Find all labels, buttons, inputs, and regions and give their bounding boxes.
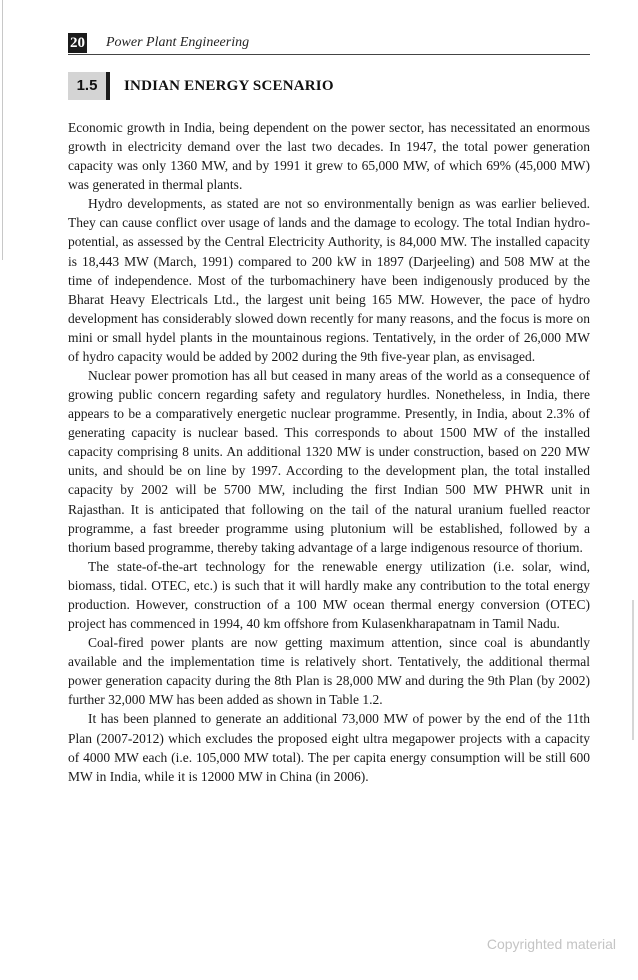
paragraph-nuclear: Nuclear power promotion has all but ceased in many areas of the world as a consequence of growing public concern regarding safety and regulatory hurdles. Nonetheless, in India, there appears to be a comparatively energetic nuclear programme. Presently, in India, about 2.3% of generating capacity is nuclear based. This corresponds to about 1500 MW of the installed capacity comprising 8 units. An additional 1320 MW is under construction, based on 220 MW units, and should be on line by 1997. According to the development plan, the total installed capacity by 2002 will be 5700 MW, including the first Indian 500 MW PHWR unit in Rajasthan. It is anticipated that following on the tail of the natural uranium fuelled reactor programme, a fast breeder programme using plutonium will be established, followed by a thorium based programme, thereby taking advantage of a large indigenous resource of thorium. [68, 368, 590, 555]
section-number: 1.5 [68, 72, 110, 100]
paragraph-coal: Coal-fired power plants are now getting maximum attention, since coal is abundantly available and the implementation time is relatively short. Tentatively, the additional thermal power generation capacity during the 8th Plan is 28,000 MW and during the 9th Plan (by 2002) further 32,000 MW has been added as shown in Table 1.2. [68, 635, 590, 708]
scan-edge-mark-left [2, 0, 3, 260]
body-text [68, 118, 590, 786]
section-title: INDIAN ENERGY SCENARIO [124, 78, 334, 94]
paragraph-economic-growth: Economic growth in India, being dependent on the power sector, has necessitated an enormous growth in electricity demand over the last two decades. In 1947, the total power generation capacity was only 1360 MW, and by 1991 it grew to 65,000 MW, of which 69% (45,000 MW) was generated in thermal plants. [68, 120, 590, 193]
page-number: 20 [70, 35, 85, 51]
running-title: Power Plant Engineering [106, 35, 250, 50]
copyright-watermark: Copyrighted material [486, 936, 616, 952]
scan-edge-mark-right [632, 600, 634, 740]
paragraph-eleventh-plan: It has been planned to generate an additional 73,000 MW of power by the end of the 11th Plan (2007-2012) which excludes the proposed eight ultra megapower projects with a capacity of 4000 MW each (i.e. 105,000 MW total). The per capita energy consumption will be still 600 MW in India, while it is 12000 MW in China (in 2006). [68, 711, 590, 784]
header-rule [68, 54, 590, 55]
page-header [68, 31, 590, 55]
paragraph-renewable: The state-of-the-art technology for the renewable energy utilization (i.e. solar, wind, biomass, tidal. OTEC, etc.) is such that it will hardly make any contribution to the total energy production. However, construction of a 100 MW ocean thermal energy conversion (OTEC) project has commenced in 1994, 40 km offshore from Kulasenkharapatnam in Tamil Nadu. [68, 558, 590, 632]
paragraph-hydro: Hydro developments, as stated are not so environmentally benign as was earlier believed. They can cause conflict over usage of lands and the damage to ecology. The total Indian hydro-potential, as assessed by the Central Electricity Authority, is 84,000 MW. The installed capacity is 18,443 MW (March, 1991) compared to 200 kW in 1897 (Darjeeling) and 508 MW at the time of independence. Most of the turbomachinery have been indigenously produced by the Bharat Heavy Electricals Ltd., the largest unit being 165 MW. However, the pace of hydro development has considerably slowed down recently for many reasons, and the focus is more on mini or small hydel plants in the mountainous regions. Tentatively, in the order of 26,000 MW of hydro capacity would be added by 2002 during the 9th five-year plan, as envisaged. [68, 196, 590, 364]
